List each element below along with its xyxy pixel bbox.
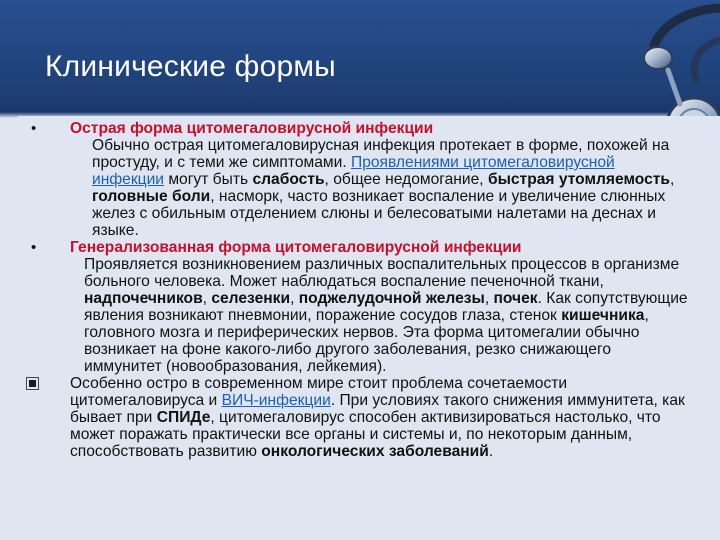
list-item-acute: [18, 120, 688, 239]
acute-heading: Острая форма цитомегаловирусной инфекции: [70, 120, 434, 137]
acute-paragraph: Обычно острая цитомегаловирусная инфекция протекает в форме, похожей на простуду, и с теми же симптомами. Проявлениями цитомегаловирусной инфекции могут быть слабость, общее недомогание, быстрая утомляемость, головные боли, насморк, часто возникает воспаление и увеличение слюнных желез с обильным отделением слюны и белесоватыми налетами на деснах и языке.: [92, 137, 675, 239]
list-item-hiv: [18, 375, 688, 460]
text-body: [18, 120, 688, 460]
slide-body: [18, 116, 720, 540]
hiv-paragraph: Особенно остро в современном мире стоит проблема сочетаемости цитомегаловируса и ВИЧ-инфекции. При условиях такого снижения иммунитета, как бывает при СПИДе, цитомегаловирус способен активизироваться настолько, что может поражать практически все органы и системы и, по некоторым данным, способствовать развитию онкологических заболеваний.: [70, 375, 685, 460]
list-item-generalized: [18, 239, 688, 375]
generalized-heading: Генерализованная форма цитомегаловирусной инфекции: [70, 239, 522, 256]
checkbox-bullet-icon: [26, 377, 39, 390]
acute-link[interactable]: Проявлениями цитомегаловирусной инфекции: [92, 154, 615, 188]
bullet-icon: •: [31, 120, 37, 137]
slide-header: [0, 0, 720, 112]
slide-title: Клинические формы: [45, 50, 336, 83]
generalized-paragraph: Проявляется возникновением различных воспалительных процессов в организме больного человека. Может наблюдаться воспаление печеночной ткани, надпочечников, селезенки, поджелудочной железы, почек. Как сопутствующие явления возникают пневмонии, поражение сосудов глаза, стенок кишечника, головного мозга и периферических нервов. Эта форма цитомегалии обычно возникает на фоне какого-либо другого заболевания, резко снижающего иммунитет (новообразования, лейкемия).: [84, 256, 688, 375]
bullet-icon: •: [31, 239, 37, 256]
hiv-link[interactable]: ВИЧ-инфекции: [221, 392, 331, 409]
